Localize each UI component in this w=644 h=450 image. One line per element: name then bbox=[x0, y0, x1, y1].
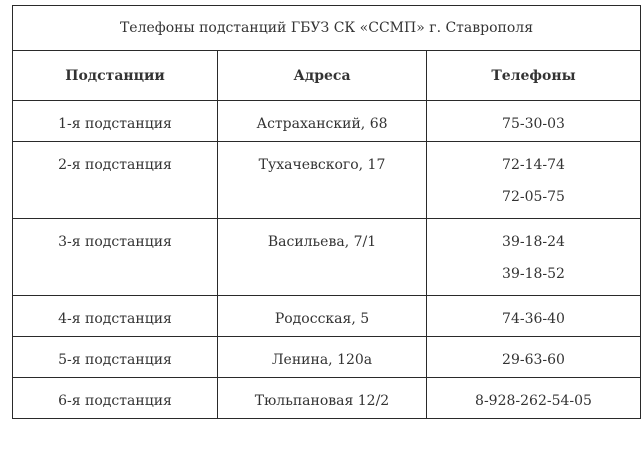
header-addresses: Адреса bbox=[218, 51, 427, 101]
address-cell: Тюльпановая 12/2 bbox=[218, 378, 427, 419]
phone-number: 39-18-52 bbox=[502, 266, 565, 282]
phone-cell bbox=[427, 101, 641, 142]
phone-cell bbox=[427, 142, 641, 219]
phone-cell bbox=[427, 219, 641, 296]
table-title: Телефоны подстанций ГБУЗ СК «ССМП» г. Ставрополя bbox=[13, 6, 641, 51]
station-cell: 3-я подстанция bbox=[13, 219, 218, 296]
address-cell: Родосская, 5 bbox=[218, 296, 427, 337]
header-phones: Телефоны bbox=[427, 51, 641, 101]
address-cell: Ленина, 120а bbox=[218, 337, 427, 378]
station-cell: 1-я подстанция bbox=[13, 101, 218, 142]
table-row bbox=[13, 337, 641, 378]
station-cell: 6-я подстанция bbox=[13, 378, 218, 419]
phone-cell bbox=[427, 378, 641, 419]
table-row bbox=[13, 142, 641, 219]
phone-cell bbox=[427, 337, 641, 378]
station-cell: 4-я подстанция bbox=[13, 296, 218, 337]
phone-number: 72-05-75 bbox=[502, 189, 565, 205]
phone-number: 75-30-03 bbox=[502, 116, 565, 132]
station-cell: 5-я подстанция bbox=[13, 337, 218, 378]
table-row bbox=[13, 219, 641, 296]
phone-number: 74-36-40 bbox=[502, 311, 565, 327]
address-cell: Тухачевского, 17 bbox=[218, 142, 427, 219]
phone-number: 29-63-60 bbox=[502, 352, 565, 368]
table-title-row bbox=[13, 6, 641, 51]
phone-number: 72-14-74 bbox=[502, 157, 565, 173]
phone-number: 39-18-24 bbox=[502, 234, 565, 250]
table-header-row bbox=[13, 51, 641, 101]
address-cell: Васильева, 7/1 bbox=[218, 219, 427, 296]
phone-number: 8-928-262-54-05 bbox=[475, 393, 592, 409]
table-row bbox=[13, 296, 641, 337]
phone-cell bbox=[427, 296, 641, 337]
station-cell: 2-я подстанция bbox=[13, 142, 218, 219]
table-row bbox=[13, 378, 641, 419]
address-cell: Астраханский, 68 bbox=[218, 101, 427, 142]
substations-table bbox=[12, 5, 641, 419]
header-stations: Подстанции bbox=[13, 51, 218, 101]
table-row bbox=[13, 101, 641, 142]
